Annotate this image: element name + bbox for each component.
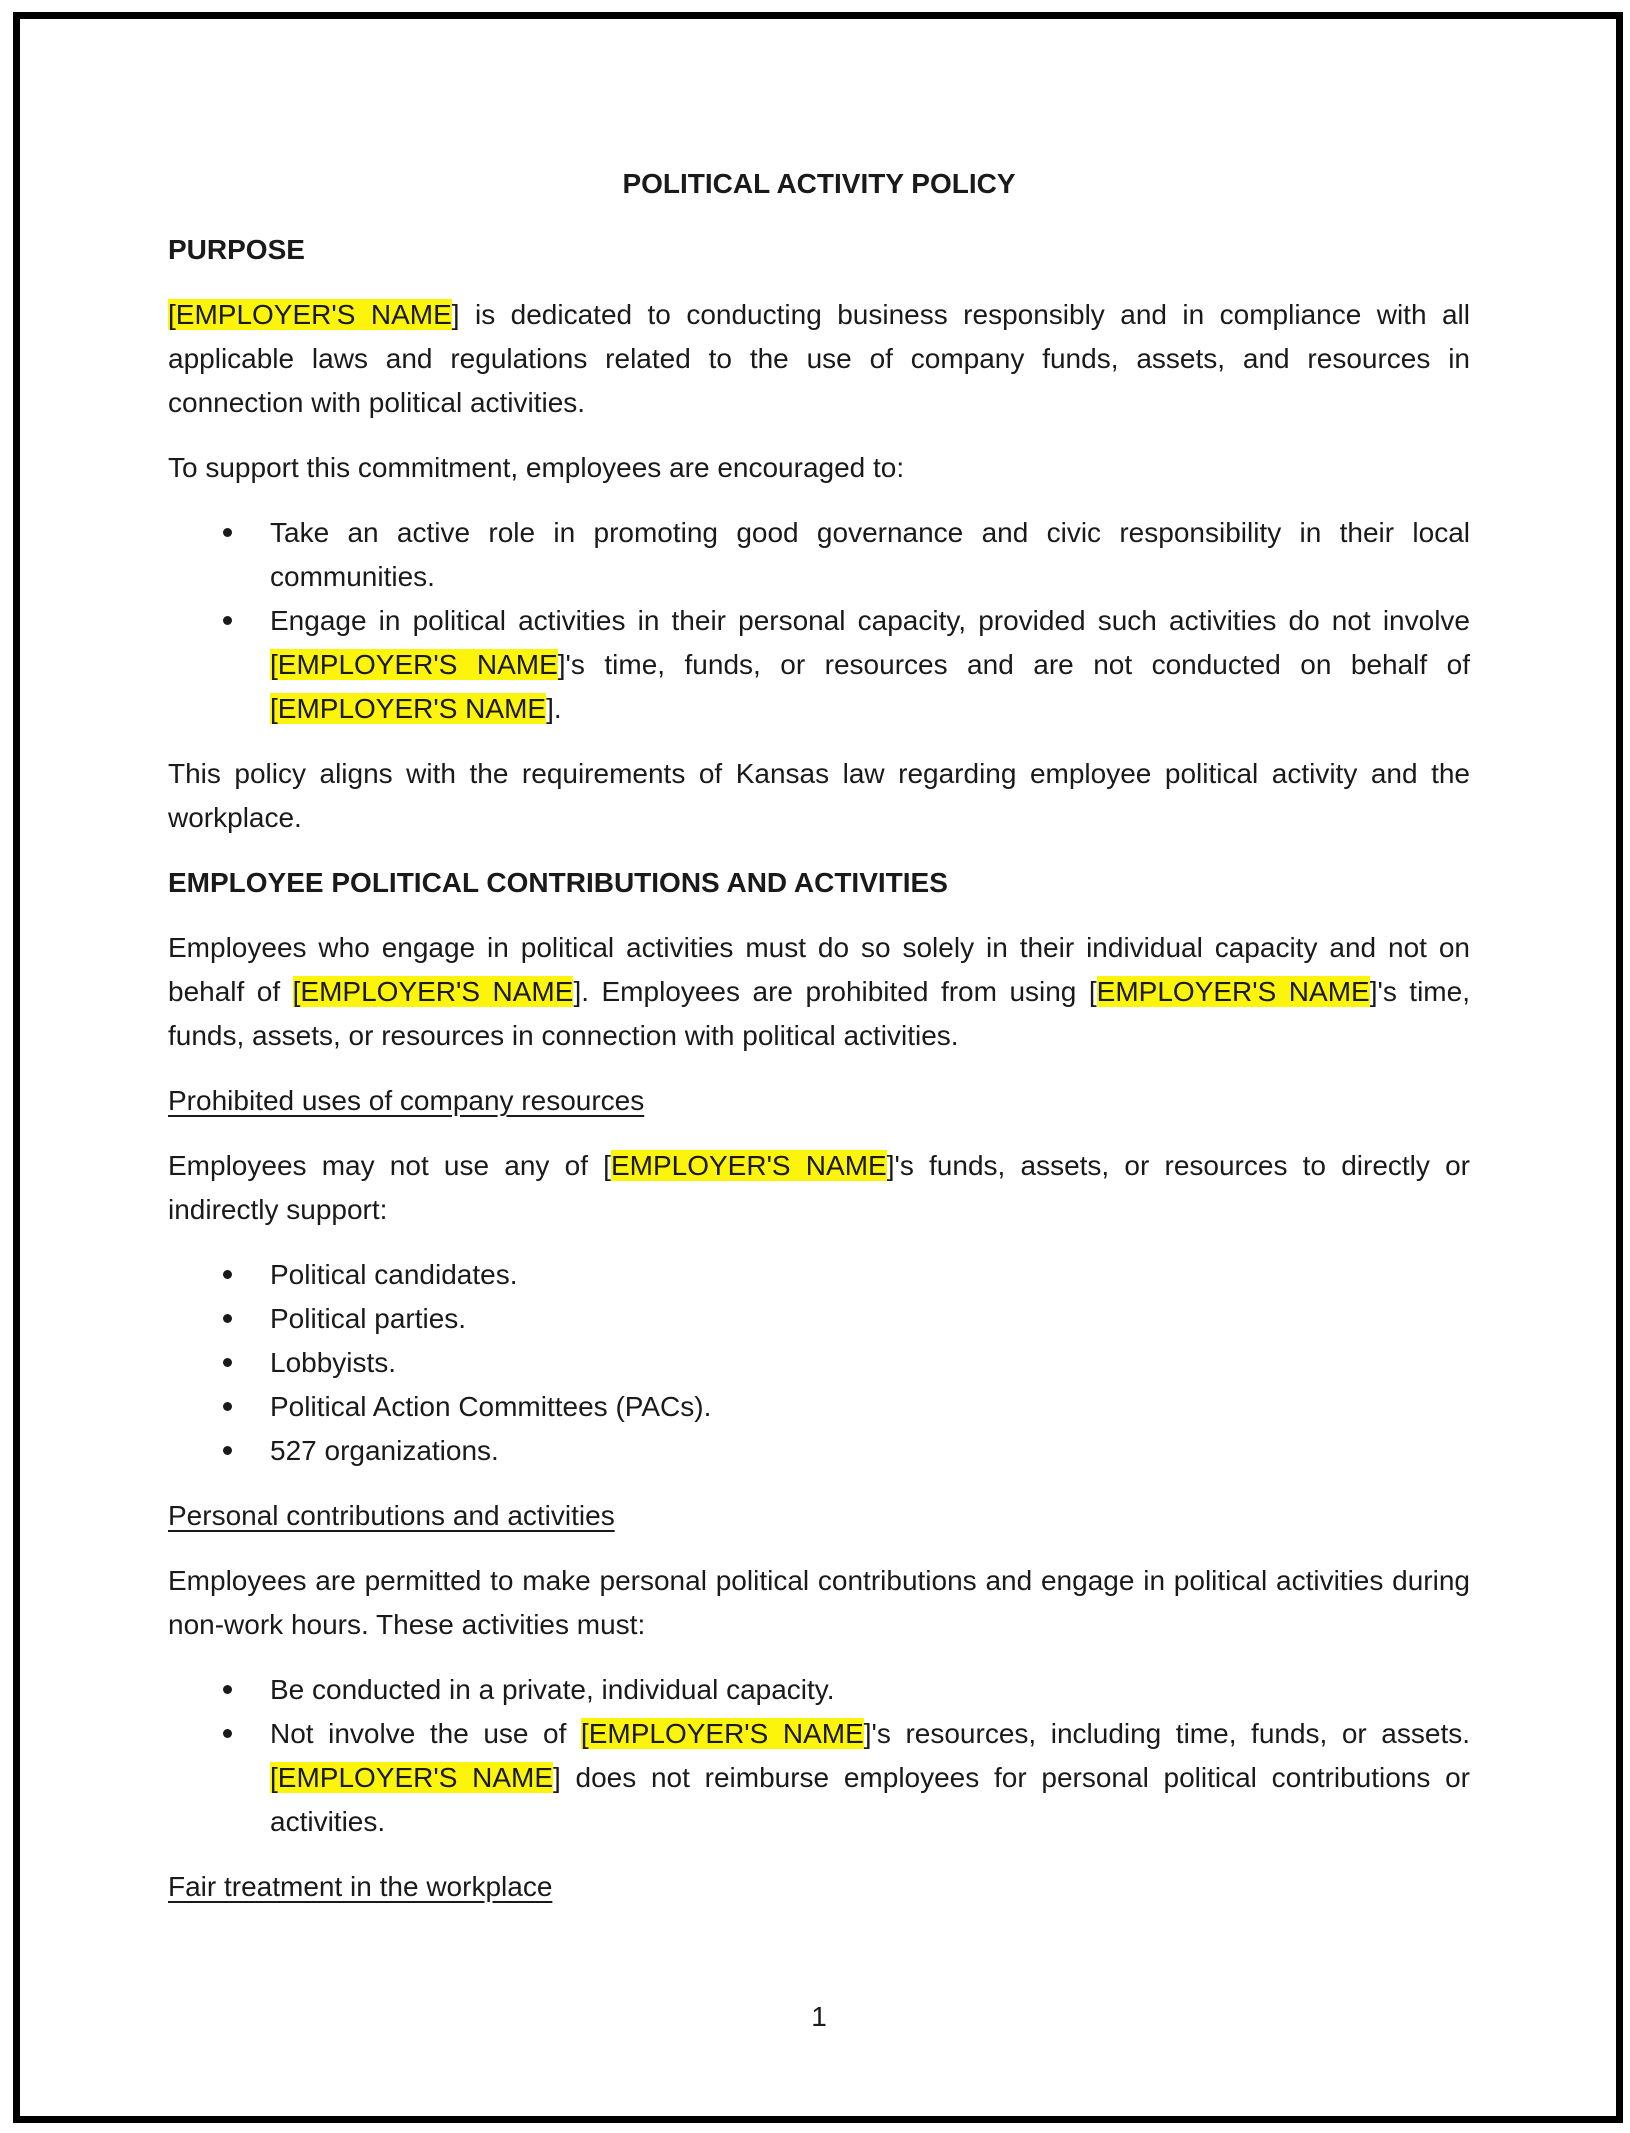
sub-heading: Prohibited uses of company resources (168, 1085, 645, 1116)
list-item: Engage in political activities in their personal capacity, provided such activities do not involve [EMPLOYER'S NAME]'s time, funds, or resources and are not conducted on behalf of [EMPLOYER'S NAME]. (168, 599, 1470, 731)
sub-heading: Personal contributions and activities (168, 1500, 615, 1531)
list-item: Not involve the use of [EMPLOYER'S NAME]'s resources, including time, funds, or assets. [EMPLOYER'S NAME] does not reimburse employees for personal political contributions or activities. (168, 1712, 1470, 1844)
list-item: Political parties. (168, 1297, 1470, 1341)
paragraph: Employees may not use any of [EMPLOYER'S NAME]'s funds, assets, or resources to directly or indirectly support: (168, 1150, 1470, 1225)
bullet-list (168, 511, 1470, 731)
document-content (168, 162, 1470, 1930)
paragraph: Employees who engage in political activities must do so solely in their individual capacity and not on behalf of [EMPLOYER'S NAME]. Employees are prohibited from using [EMPLOYER'S NAME]'s time, funds, assets, or resources in connection with political activities. (168, 932, 1470, 1051)
list-item: Political Action Committees (PACs). (168, 1385, 1470, 1429)
highlighted-placeholder: [EMPLOYER'S NAME (168, 299, 452, 330)
paragraph: Employees are permitted to make personal political contributions and engage in political activities during non-work hours. These activities must: (168, 1565, 1470, 1640)
highlighted-placeholder: [EMPLOYER'S NAME (270, 1762, 554, 1793)
highlighted-placeholder: [EMPLOYER'S NAME (270, 649, 558, 680)
paragraph: This policy aligns with the requirements of Kansas law regarding employee political activity and the workplace. (168, 758, 1470, 833)
highlighted-placeholder: [EMPLOYER'S NAME (292, 976, 574, 1007)
list-item: Political candidates. (168, 1253, 1470, 1297)
list-item: 527 organizations. (168, 1429, 1470, 1473)
highlighted-placeholder: [EMPLOYER'S NAME (270, 693, 547, 724)
highlighted-placeholder: EMPLOYER'S NAME (610, 1150, 887, 1181)
highlighted-placeholder: EMPLOYER'S NAME (1096, 976, 1370, 1007)
document-title: POLITICAL ACTIVITY POLICY (622, 168, 1016, 199)
section-heading: PURPOSE (168, 234, 305, 265)
paragraph: [EMPLOYER'S NAME] is dedicated to conducting business responsibly and in compliance with all applicable laws and regulations related to the use of company funds, assets, and resources in connection with political activities. (168, 299, 1470, 418)
section-heading: EMPLOYEE POLITICAL CONTRIBUTIONS AND ACTIVITIES (168, 867, 948, 898)
paragraph: To support this commitment, employees are encouraged to: (168, 452, 905, 483)
sub-heading: Fair treatment in the workplace (168, 1871, 553, 1902)
highlighted-placeholder: [EMPLOYER'S NAME (580, 1718, 864, 1749)
bullet-list (168, 1668, 1470, 1844)
list-item: Be conducted in a private, individual capacity. (168, 1668, 1470, 1712)
page-number: 1 (811, 2001, 827, 2032)
document-body (168, 228, 1470, 1909)
bullet-list (168, 1253, 1470, 1473)
list-item: Take an active role in promoting good governance and civic responsibility in their local communities. (168, 511, 1470, 599)
list-item: Lobbyists. (168, 1341, 1470, 1385)
